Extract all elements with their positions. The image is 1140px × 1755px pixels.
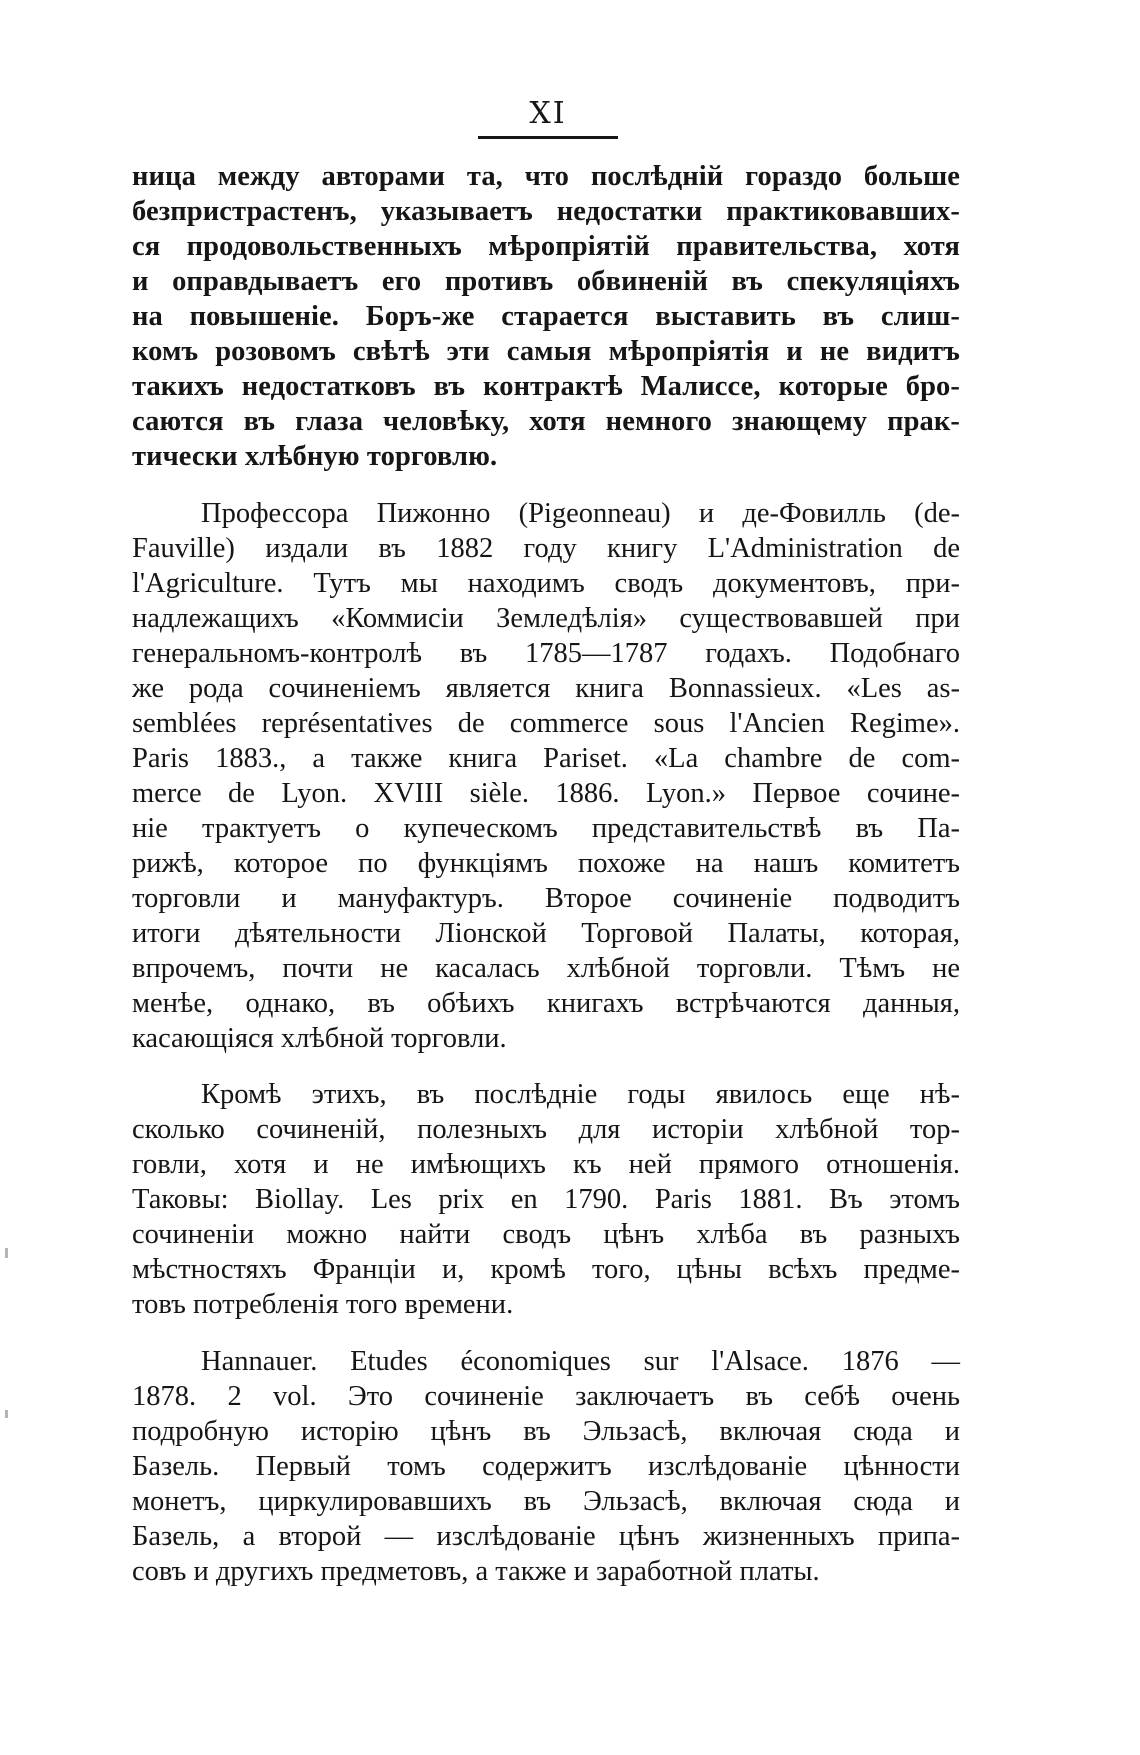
- text-line: менѣе, однако, въ обѣихъ книгахъ встрѣчаются данныя,: [132, 988, 960, 1019]
- page-number: XI: [529, 96, 567, 131]
- text-line: Кромѣ этихъ, въ послѣднiе годы явилось еще нѣ-: [201, 1079, 960, 1110]
- text-line: впрочемъ, почти не касалась хлѣбной торговли. Тѣмъ не: [132, 953, 960, 984]
- text-line: Таковы: Biollay. Les prix en 1790. Paris 1881. Въ этомъ: [132, 1184, 960, 1215]
- text-line: Hannauer. Etudes économiques sur l'Alsace. 1876 —: [201, 1346, 960, 1377]
- text-line: генеральномъ-контролѣ въ 1785—1787 годахъ. Подобнаго: [132, 638, 960, 669]
- text-line: l'Agriculture. Тутъ мы находимъ сводъ документовъ, при-: [132, 568, 960, 599]
- text-line: semblées représentatives de commerce sous l'Ancien Regime».: [132, 708, 960, 739]
- text-line: Базель. Первый томъ содержитъ изслѣдованiе цѣнности: [132, 1451, 960, 1482]
- text-line: Paris 1883., а также книга Pariset. «La chambre de com-: [132, 743, 960, 774]
- text-line: надлежащихъ «Коммисiи Земледѣлiя» существовавшей при: [132, 603, 960, 634]
- text-line: саются въ глаза человѣку, хотя немного знающему прак-: [132, 406, 960, 437]
- text-line: ница между авторами та, что послѣднiй гораздо больше: [132, 161, 960, 192]
- text-line: тически хлѣбную торговлю.: [132, 441, 498, 472]
- text-line: сколько сочиненiй, полезныхъ для исторiи хлѣбной тор-: [132, 1114, 960, 1145]
- text-line: мѣстностяхъ Францiи и, кромѣ того, цѣны всѣхъ предме-: [132, 1254, 960, 1285]
- text-line: монетъ, циркулировавшихъ въ Эльзасѣ, включая сюда и: [132, 1486, 960, 1517]
- text-line: нiе трактуетъ о купеческомъ представительствѣ въ Па-: [132, 813, 960, 844]
- text-line: и оправдываетъ его противъ обвиненiй въ спекуляцiяхъ: [132, 266, 960, 297]
- text-line: итоги дѣятельности Лiонской Торговой Палаты, которая,: [132, 918, 960, 949]
- text-line: на повышенiе. Боръ-же старается выставить въ слиш-: [132, 301, 960, 332]
- text-line: merce de Lyon. XVIII sièle. 1886. Lyon.» Первое сочине-: [132, 778, 960, 809]
- text-line: говли, хотя и не имѣющихъ къ ней прямого отношенiя.: [132, 1149, 960, 1180]
- text-line: комъ розовомъ свѣтѣ эти самыя мѣропрiятiя и не видитъ: [132, 336, 960, 367]
- text-line: сочиненiи можно найти сводъ цѣнъ хлѣба въ разныхъ: [132, 1219, 960, 1250]
- text-line: касающiяся хлѣбной торговли.: [132, 1023, 507, 1054]
- text-line: торговли и мануфактуръ. Второе сочиненiе подводитъ: [132, 883, 960, 914]
- scan-mark: [5, 1248, 8, 1258]
- scan-mark: [5, 1410, 8, 1418]
- text-line: совъ и другихъ предметовъ, а также и заработной платы.: [132, 1556, 820, 1587]
- text-line: же рода сочиненiемъ является книга Bonnassieux. «Les as-: [132, 673, 960, 704]
- text-line: безпристрастенъ, указываетъ недостатки практиковавших-: [132, 196, 960, 227]
- text-line: подробную исторiю цѣнъ въ Эльзасѣ, включая сюда и: [132, 1416, 960, 1447]
- text-line: 1878. 2 vol. Это сочиненiе заключаетъ въ себѣ очень: [132, 1381, 960, 1412]
- text-line: Профессора Пижонно (Pigeonneau) и де-Фовилль (de-: [201, 498, 960, 529]
- text-line: Базель, а второй — изслѣдованiе цѣнъ жизненныхъ припа-: [132, 1521, 960, 1552]
- text-line: такихъ недостатковъ въ контрактѣ Малиссе, которые бро-: [132, 371, 960, 402]
- text-line: ся продовольственныхъ мѣропрiятiй правительства, хотя: [132, 231, 960, 262]
- text-line: рижѣ, которое по функцiямъ похоже на нашъ комитетъ: [132, 848, 960, 879]
- text-line: Fauville) издали въ 1882 году книгу L'Administration de: [132, 533, 960, 564]
- text-line: товъ потребленiя того времени.: [132, 1289, 514, 1320]
- header-rule: [478, 136, 618, 139]
